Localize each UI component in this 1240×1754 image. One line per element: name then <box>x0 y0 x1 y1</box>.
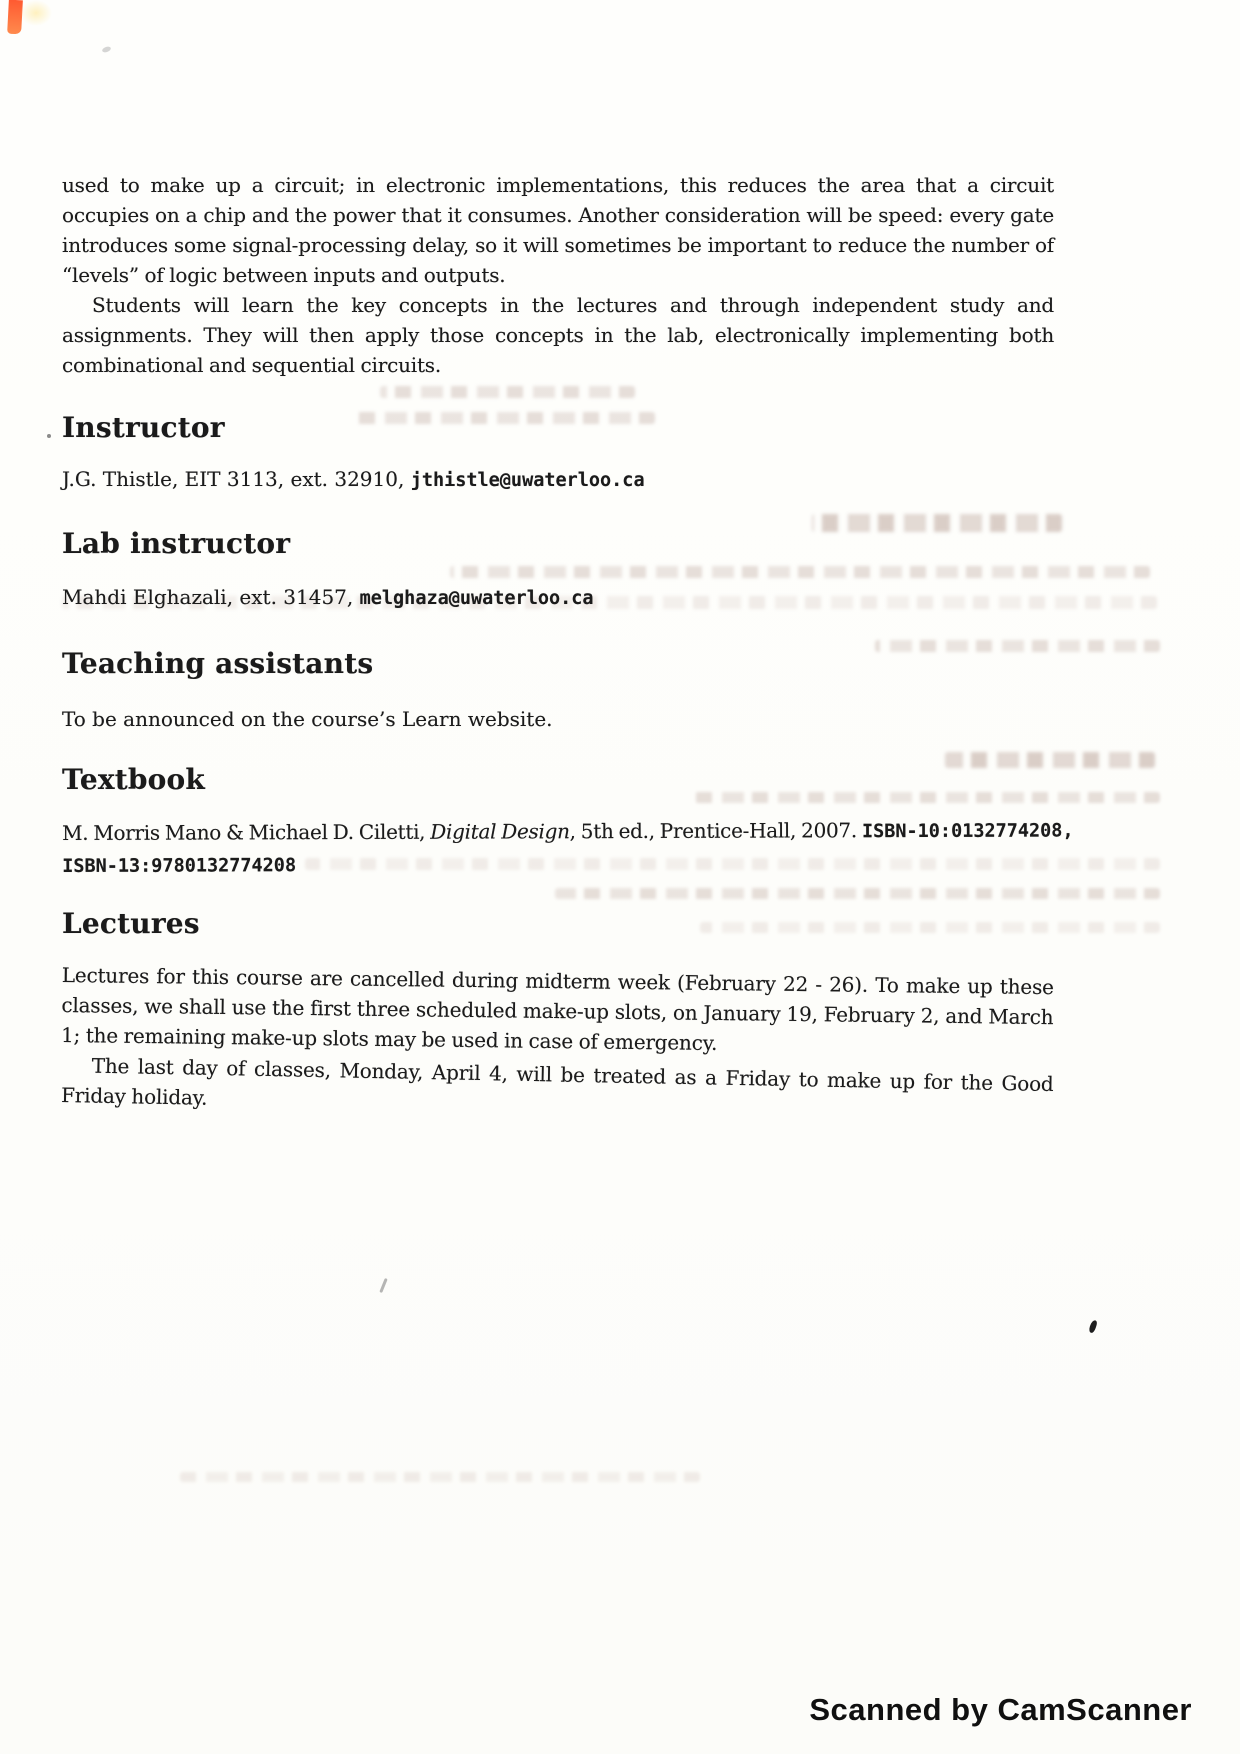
scan-speck <box>47 434 51 438</box>
textbook-citation-line-1 <box>62 815 1074 850</box>
bleed-through-line <box>180 1472 700 1482</box>
textbook-citation-line-2 <box>62 847 1054 882</box>
textbook-publisher: , 5th ed., Prentice-Hall, 2007. <box>569 818 862 844</box>
yellow-corner-smudge <box>20 0 52 26</box>
textbook-authors: M. Morris Mano & Michael D. Ciletti, <box>62 819 431 845</box>
scan-speck <box>379 1278 387 1293</box>
section-heading-instructor: Instructor <box>62 411 225 444</box>
lab-instructor-name: Mahdi Elghazali, ext. 31457, <box>62 585 360 609</box>
section-heading-lab-instructor: Lab instructor <box>62 527 291 560</box>
lectures-paragraph-2: The last day of classes, Monday, April 4, will be treated as a Friday to make up for the Good Friday holiday. <box>60 1053 1054 1110</box>
scan-speck <box>101 46 111 54</box>
instructor-contact-line <box>62 464 1054 496</box>
intro-paragraph-2: Students will learn the key concepts in the lectures and through independent study and assignments. They will then apply those concepts in the lab, electronically implementing both combinational and sequential circuits. <box>62 293 1054 377</box>
section-heading-lectures: Lectures <box>62 907 200 940</box>
camscanner-watermark: Scanned by CamScanner <box>809 1692 1192 1727</box>
textbook-isbn10: ISBN-10:0132774208, <box>861 820 1074 843</box>
lab-instructor-contact-line <box>62 582 1054 614</box>
section-heading-textbook: Textbook <box>62 763 205 796</box>
textbook-title: Digital Design <box>430 819 570 844</box>
lab-instructor-email: melghaza@uwaterloo.ca <box>359 588 594 609</box>
lectures-paragraph-1: Lectures for this course are cancelled during midterm week (February 22 - 26). To make up these classes, we shall use the first three scheduled make-up slots, on January 19, February 2, and March 1; the remaining make-up slots may be used in case of emergency. <box>60 962 1054 1056</box>
text-column <box>60 170 1074 1110</box>
textbook-isbn13: ISBN-13:9780132774208 <box>62 855 297 877</box>
instructor-name-office: J.G. Thistle, EIT 3113, ext. 32910, <box>62 467 411 491</box>
intro-paragraph-1: used to make up a circuit; in electronic implementations, this reduces the area that a circuit occupies on a chip and the power that it consumes. Another consideration will be speed: every gate introduces some signal-processing delay, so it will sometimes be important to reduce the number of “levels” of logic between inputs and outputs. <box>62 173 1054 287</box>
instructor-email: jthistle@uwaterloo.ca <box>410 470 645 491</box>
textbook-citation <box>62 815 1074 882</box>
section-heading-teaching-assistants: Teaching assistants <box>62 647 374 680</box>
stray-ink-mark <box>1088 1319 1098 1333</box>
teaching-assistants-note: To be announced on the course’s Learn website. <box>62 707 553 731</box>
